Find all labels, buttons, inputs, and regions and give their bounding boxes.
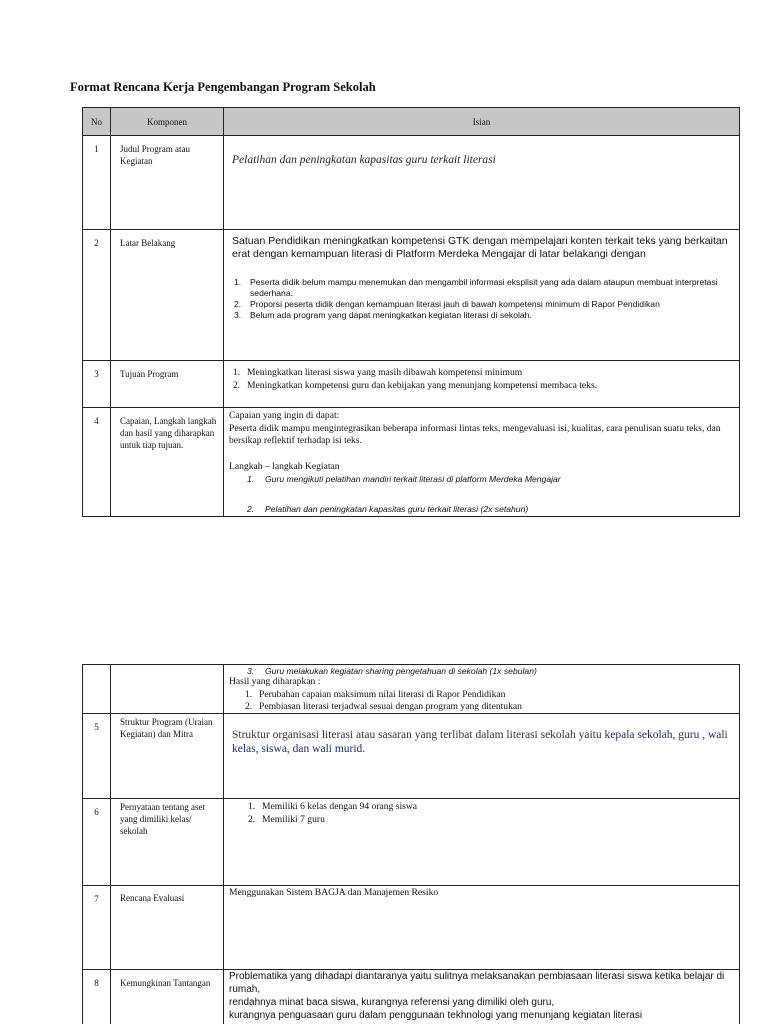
capaian-text: Peserta didik mampu mengintegrasikan beberapa informasi lintas teks, mengevaluasi isi, kualitas, cara penulisan suatu teks, dan bersikap reflektif terhadap isi teks. <box>229 422 721 446</box>
rencana-kerja-table-continued <box>82 664 740 1024</box>
struktur-text: Struktur organisasi literasi atau sasaran yang terlibat dalam literasi sekolah yaitu kepala sekolah, guru , wali kelas, siswa, dan wali murid. <box>232 729 728 755</box>
header-no: No <box>83 108 111 136</box>
list-item: 3. Guru melakukan kegiatan sharing pengetahuan di sekolah (1x sebulan) <box>247 666 537 676</box>
table-row <box>83 799 740 886</box>
table-row <box>83 136 740 230</box>
row-komponen: Capaian, Langkah langkah dan hasil yang diharapkan untuk tiap tujuan. <box>111 408 224 517</box>
table-row <box>83 665 740 714</box>
row-komponen: Tujuan Program <box>111 361 224 408</box>
document-title: Format Rencana Kerja Pengembangan Program Sekolah <box>70 80 376 94</box>
hasil-list <box>229 689 731 713</box>
row-number: 6 <box>83 799 111 886</box>
table-header-row <box>83 108 740 136</box>
latar-belakang-list <box>232 277 731 321</box>
row-komponen: Latar Belakang <box>111 230 224 361</box>
latar-belakang-text: Satuan Pendidikan meningkatkan kompetensi GTK dengan mempelajari konten terkait teks yang berkaitan erat dengan kemampuan literasi di Platform Merdeka Mengajar di latar belakangi dengan <box>232 235 728 260</box>
table-row <box>83 714 740 799</box>
list-item: 2. Memiliki 7 guru <box>248 814 325 825</box>
list-item: 2. Pelatihan dan peningkatan kapasitas guru terkait literasi (2x setahun) <box>247 504 529 514</box>
table-row <box>83 886 740 970</box>
tantangan-line: rendahnya minat baca siswa, kurangnya referensi yang dimiliki oleh guru, <box>229 997 555 1008</box>
row-komponen: Rencana Evaluasi <box>111 886 224 970</box>
table-row <box>83 361 740 408</box>
tantangan-line: kurangnya penguasaan guru dalam penggunaan tekhnologi yang menunjang kegiatan literasi <box>229 1010 643 1021</box>
langkah-list <box>229 474 731 515</box>
tantangan-line: Problematika yang dihadapi diantaranya yaitu sulitnya melaksanakan pembiasaan literasi siswa ketika belajar di rumah, <box>229 971 725 995</box>
list-item: 3. Belum ada program yang dapat meningkatkan kegiatan literasi di sekolah. <box>234 310 532 320</box>
list-item: 2. Meningkatkan kompetensi guru dan kebijakan yang menunjang kompetensi membaca teks. <box>233 380 598 391</box>
evaluasi-text: Menggunakan Sistem BAGJA dan Manajemen Resiko <box>229 887 439 898</box>
tujuan-list <box>232 366 731 392</box>
list-item: 1. Peserta didik belum mampu menemukan dan mengambil informasi eksplisit yang ada dalam ataupun membuat interpretasi sederhana. <box>234 277 718 298</box>
list-item: 1. Meningkatkan literasi siswa yang masih dibawah kompetensi minimum <box>233 367 523 378</box>
row-number: 1 <box>83 136 111 230</box>
aset-list <box>232 800 731 826</box>
hasil-label: Hasil yang diharapkan : <box>229 676 321 687</box>
rencana-kerja-table <box>82 107 740 517</box>
header-isian: Isian <box>224 108 740 136</box>
langkah-list-continued <box>229 666 731 676</box>
row-number: 8 <box>83 970 111 1024</box>
row-komponen: Judul Program atau Kegiatan <box>111 136 224 230</box>
row-number: 7 <box>83 886 111 970</box>
list-item: 1. Guru mengikuti pelatihan mandiri terkait literasi di platform Merdeka Mengajar <box>247 474 561 484</box>
row-number: 2 <box>83 230 111 361</box>
row-number: 3 <box>83 361 111 408</box>
list-item: 2. Proporsi peserta didik dengan kemampuan literasi jauh di bawah kompetensi minimum di Rapor Pendidikan <box>234 299 660 309</box>
list-item: 1. Perubahan capaian maksimum nilai literasi di Rapor Pendidikan <box>245 688 506 700</box>
row-komponen: Struktur Program (Uraian Kegiatan) dan Mitra <box>111 714 224 799</box>
row-number: 4 <box>83 408 111 517</box>
capaian-label: Capaian yang ingin di dapat: <box>229 410 340 421</box>
row-isian: Pelatihan dan peningkatan kapasitas guru terkait literasi <box>232 154 496 166</box>
langkah-label: Langkah – langkah Kegiatan <box>229 460 340 472</box>
list-item: 2. Pembiasan literasi terjadwal sesuai dengan program yang ditentukan <box>245 700 522 712</box>
row-komponen: Kemungkinan Tantangan <box>111 970 224 1024</box>
table-row <box>83 230 740 361</box>
row-number: 5 <box>83 714 111 799</box>
table-row <box>83 970 740 1024</box>
header-komponen: Komponen <box>111 108 224 136</box>
table-row <box>83 408 740 517</box>
list-item: 1. Memiliki 6 kelas dengan 94 orang siswa <box>248 801 418 812</box>
row-komponen: Pernyataan tentang aset yang dimiliki kelas/ sekolah <box>111 799 224 886</box>
